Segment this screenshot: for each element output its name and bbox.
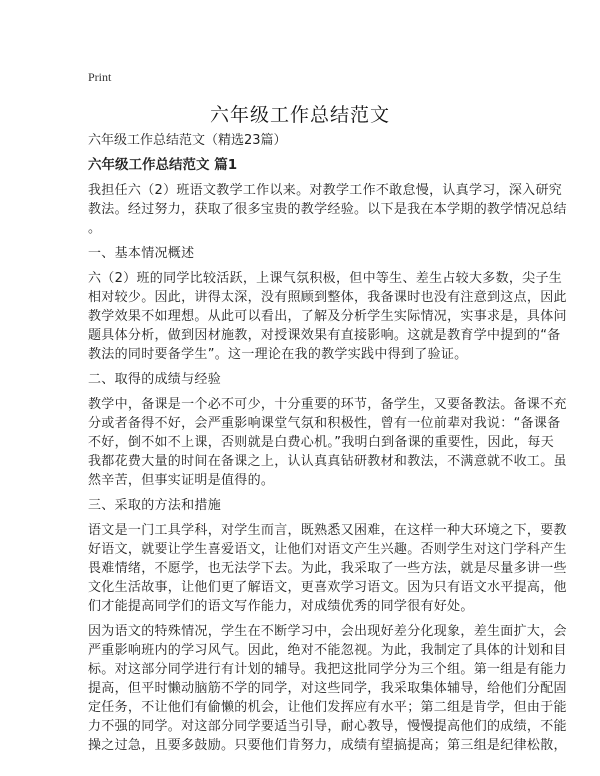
- text-line: 不好，倒不如不上课，否则就是白费心机。”我明白到备课的重要性，因此，每天: [88, 435, 555, 450]
- text-line: 力不强的同学。对这部分同学要适当引导，耐心教导，慢慢提高他们的成绩，不能: [88, 719, 567, 734]
- text-line: 教法的同时要备学生”。这一理论在我的教学实践中得到了验证。: [88, 347, 468, 362]
- subheading: [88, 370, 518, 389]
- subheading: [88, 496, 518, 515]
- text-line: 三、采取的方法和措施: [88, 498, 222, 513]
- document-title: 六年级工作总结范文: [209, 104, 390, 126]
- text-line: 一、基本情况概述: [88, 246, 195, 261]
- text-line: 题具体分析，做到因材施教，对授课效果有直接影响。这就是教育学中提到的“备: [88, 328, 561, 343]
- text-line: 我都花费大量的时间在备课之上，认认真真钻研教材和教法，不满意就不收工。虽: [88, 454, 567, 469]
- text-line: 畏难情绪，不愿学，也无法学下去。为此，我采取了一些方法，就是尽量多讲一些: [88, 561, 567, 576]
- content-blocks: [88, 181, 567, 755]
- text-line: 相对较少。因此，讲得太深，没有照顾到整体，我备课时也没有注意到这点，因此: [88, 290, 567, 305]
- text-line: 定任务，不让他们有偷懒的机会，让他们发挥应有水平；第二组是肯学，但由于能: [88, 700, 567, 715]
- text-line: 二、取得的成绩与经验: [88, 372, 222, 387]
- paragraph: [88, 395, 567, 490]
- text-line: 严重影响班内的学习风气。因此，绝对不能忽视。为此，我制定了具体的计划和目: [88, 643, 567, 658]
- text-line: 文化生活故事，让他们更了解语文，更喜欢学习语文。因为只有语文水平提高，他: [88, 580, 567, 595]
- text-line: 教学效果不如理想。从此可以看出，了解及分析学生实际情况，实事求是，具体问: [88, 309, 567, 324]
- text-line: 操之过急，且要多鼓励。只要他们肯努力，成绩有望搞提高；第三组是纪律松散，: [88, 738, 567, 753]
- text-line: 教学中，备课是一个必不可少，十分重要的环节，备学生，又要备教法。备课不充: [88, 397, 567, 412]
- paragraph: [88, 181, 567, 238]
- print-link[interactable]: Print: [88, 70, 112, 84]
- text-line: 标。对这部分同学进行有计划的辅导。我把这批同学分为三个组。第一组是有能力: [88, 662, 567, 677]
- document-body: [88, 131, 567, 761]
- text-line: 分或者备得不好，会严重影响课堂气氛和积极性，曾有一位前辈对我说：“备课备: [88, 416, 561, 431]
- text-line: 我担任六（2）班语文教学工作以来。对教学工作不敢怠慢，认真学习，深入研究: [88, 183, 563, 198]
- text-line: 然辛苦，但事实证明是值得的。: [88, 473, 275, 488]
- text-line: 好语文，就要让学生喜爱语文，让他们对语文产生兴趣。否则学生对这门学科产生: [88, 542, 567, 557]
- text-line: 提高，但平时懒动脑筋不学的同学，对这些同学，我采取集体辅导，给他们分配固: [88, 681, 567, 696]
- section-heading: 六年级工作总结范文 篇1: [88, 157, 238, 173]
- text-line: 因为语文的特殊情况，学生在不断学习中，会出现好差分化现象，差生面扩大，会: [88, 624, 567, 639]
- text-line: 。: [88, 221, 102, 236]
- paragraph: [88, 521, 567, 616]
- subheading: [88, 244, 518, 263]
- subtitle: 六年级工作总结范文（精选23篇）: [88, 133, 287, 148]
- paragraph: [88, 269, 567, 364]
- text-line: 们才能提高同学们的语文写作能力，对成绩优秀的同学很有好处。: [88, 599, 474, 614]
- paragraph: [88, 622, 567, 755]
- text-line: 六（2）班的同学比较活跃，上课气氛积极，但中等生、差生占较大多数，尖子生: [88, 271, 563, 286]
- text-line: 教法。经过努力，获取了很多宝贵的教学经验。以下是我在本学期的教学情况总结: [88, 202, 567, 217]
- text-line: 语文是一门工具学科，对学生而言，既熟悉又困难，在这样一种大环境之下，要教: [88, 523, 567, 538]
